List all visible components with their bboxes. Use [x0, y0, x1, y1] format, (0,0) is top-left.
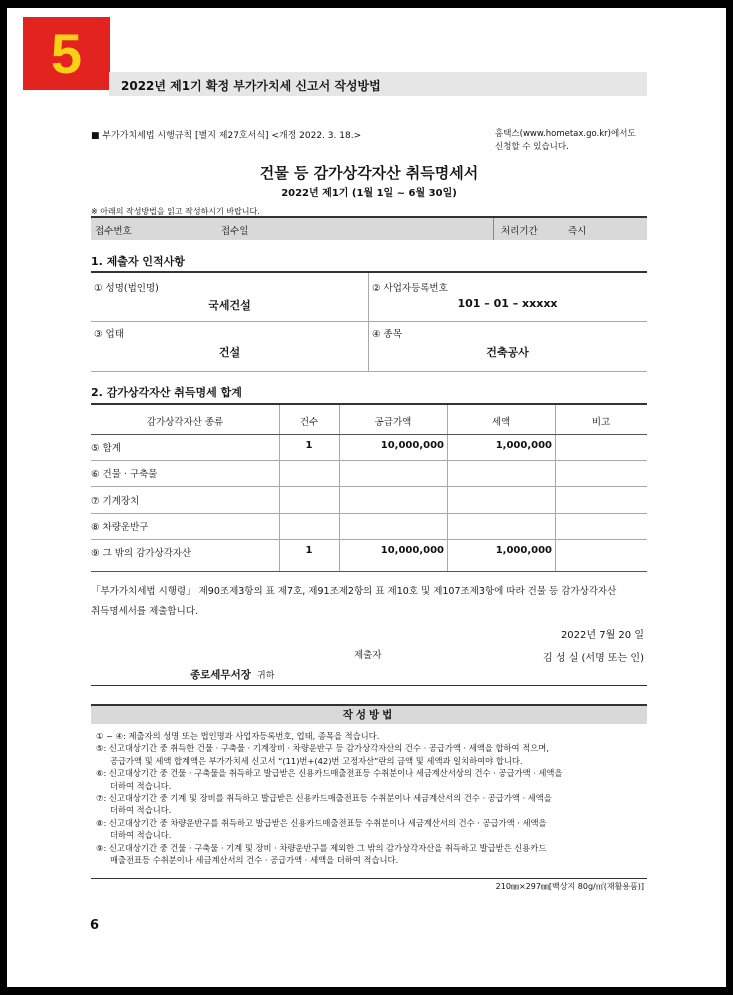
header-tax: 세액 [491, 417, 511, 428]
section1-top-rule [91, 271, 647, 273]
name-value: 국세건설 [208, 299, 251, 312]
row-other-supply: 10,000,000 [380, 545, 444, 556]
online-note-line-2: 신청할 수 있습니다. [495, 142, 569, 152]
row-machinery-label: ⑦ 기계장치 [91, 496, 140, 507]
receipt-divider [493, 218, 494, 240]
header-supply-value: 공급가액 [374, 417, 412, 428]
online-note-line-1: 홈택스(www.hometax.go.kr)에서도 [495, 129, 636, 139]
section2-top-rule [91, 403, 647, 405]
method-list [96, 730, 646, 866]
method-bottom-rule [91, 878, 647, 879]
declaration-text [91, 582, 647, 622]
receipt-date-label: 접수일 [221, 226, 249, 237]
business-type-value: 건설 [218, 346, 241, 359]
method-item-6 [96, 767, 646, 792]
method-item-8-line-2: 더하여 적습니다. [110, 830, 172, 841]
declaration-line-2: 취득명세서를 제출합니다. [91, 606, 198, 617]
regno-label: ② 사업자등록번호 [372, 283, 448, 294]
row-other-count: 1 [305, 545, 313, 556]
form-period: 2022년 제1기 (1월 1일 ~ 6월 30일) [281, 188, 457, 199]
online-application-note [495, 128, 636, 154]
business-item-value: 건축공사 [486, 346, 529, 359]
document-page [7, 8, 726, 987]
processing-period-label: 처리기간 [501, 226, 538, 237]
method-item-8 [96, 817, 646, 842]
recipient-suffix: 귀하 [257, 671, 275, 681]
method-item-7-line-1: ⑦: 신고대상기간 중 기계 및 장비를 취득하고 발급받은 신용카드매출전표등 수취분이나 세금계산서의 건수 · 공급가액 · 세액을 [96, 793, 552, 804]
section1-title: 1. 제출자 인적사항 [91, 255, 185, 268]
receipt-row [91, 216, 647, 240]
row-total-supply: 10,000,000 [380, 440, 444, 451]
method-item-6-line-1: ⑥: 신고대상기간 중 건물 · 구축물을 취득하고 발급받은 신용카드매출전표등 수취분이나 세금계산서상의 건수 · 공급가액 · 세액을 [96, 768, 563, 779]
instruction-note: ※ 아래의 작성방법을 읽고 작성하시기 바랍니다. [91, 207, 260, 216]
method-item-1 [96, 730, 646, 742]
col-divider-4 [555, 405, 556, 571]
row-other-label: ⑨ 그 밖의 감가상각자산 [91, 548, 192, 559]
method-item-7 [96, 792, 646, 817]
method-item-1-line-1: ① ~ ④: 제출자의 성명 또는 법인명과 사업자등록번호, 업태, 종목을 적습니다. [96, 731, 380, 741]
table-bottom-rule [91, 571, 647, 572]
row-rule-4 [91, 539, 647, 540]
row-other-tax: 1,000,000 [495, 545, 552, 556]
submitter-label: 제출자 [354, 650, 382, 661]
row-total-label: ⑤ 합계 [91, 443, 121, 454]
header-count: 건수 [299, 417, 319, 428]
business-item-label: ④ 종목 [372, 329, 402, 340]
recipient-office: 종로세무서장 [190, 669, 251, 681]
method-item-8-line-1: ⑧: 신고대상기간 중 차량운반구를 취득하고 발급받은 신용카드매출전표등 수취분이나 세금계산서의 건수 · 공급가액 · 세액을 [96, 817, 547, 828]
declaration-date: 2022년 7월 20 일 [560, 630, 644, 641]
page-number: 6 [90, 918, 100, 933]
method-item-6-line-2: 더하여 적습니다. [110, 780, 172, 791]
legal-basis: ■ 부가가치세법 시행규칙 [별지 제27호서식] <개정 2022. 3. 18.> [91, 131, 362, 141]
method-item-5-line-2: 공급가액 및 세액 합계액은 부가가치세 신고서 “(11)번+(42)번 고정자산”란의 금액 및 세액과 일치하여야 합니다. [110, 755, 523, 766]
method-item-7-line-2: 더하여 적습니다. [110, 805, 172, 816]
header-rule [91, 434, 647, 435]
row-rule-2 [91, 486, 647, 487]
section2-title: 2. 감가상각자산 취득명세 합계 [91, 386, 242, 399]
business-type-label: ③ 업태 [94, 329, 124, 340]
paper-size-note: 210㎜×297㎜[백상지 80g/㎡(재활용품)] [495, 882, 644, 891]
declaration-line-1: 「부가가치세법 시행령」 제90조제3항의 표 제7호, 제91조제2항의 표 제10호 및 제107조제3항에 따라 건물 등 감가상각자산 [91, 586, 617, 597]
method-item-5-line-1: ⑤: 신고대상기간 중 취득한 건물 · 구축물 · 기계장비 · 차량운반구 등 감가상각자산의 건수 · 공급가액 · 세액을 합하여 적으며, [96, 743, 549, 754]
section1-bottom-rule [91, 371, 647, 372]
chapter-number-badge: 5 [23, 17, 110, 90]
row-rule-1 [91, 460, 647, 461]
processing-period-value: 즉시 [568, 226, 587, 237]
header-remarks: 비고 [591, 417, 611, 428]
form-title: 건물 등 감가상각자산 취득명세서 [259, 164, 479, 182]
method-item-9 [96, 842, 646, 867]
receipt-number-label: 접수번호 [95, 226, 132, 237]
section1-mid-rule [91, 321, 647, 322]
row-total-count: 1 [305, 440, 313, 451]
chapter-title: 2022년 제1기 확정 부가가치세 신고서 작성방법 [121, 79, 381, 93]
submitter-signature: 김 성 실 (서명 또는 인) [543, 653, 644, 664]
row-total-tax: 1,000,000 [495, 440, 552, 451]
regno-value: 101 – 01 – xxxxx [457, 297, 558, 310]
row-rule-3 [91, 513, 647, 514]
row-vehicles-label: ⑧ 차량운반구 [91, 522, 149, 533]
declaration-bottom-rule [91, 685, 647, 686]
row-buildings-label: ⑥ 건물 · 구축물 [91, 469, 158, 480]
name-label: ① 성명(법인명) [94, 283, 159, 294]
method-title: 작성방법 [91, 704, 647, 724]
header-asset-type: 감가상각자산 종류 [146, 417, 224, 428]
method-item-9-line-2: 매출전표등 수취분이나 세금계산서의 건수 · 공급가액 · 세액을 더하여 적습니다. [110, 855, 399, 866]
method-item-5 [96, 742, 646, 767]
method-item-9-line-1: ⑨: 신고대상기간 중 건물 · 구축물 · 기계 및 장비 · 차량운반구를 제외한 그 밖의 감가상각자산을 취득하고 발급받은 신용카드 [96, 842, 547, 853]
